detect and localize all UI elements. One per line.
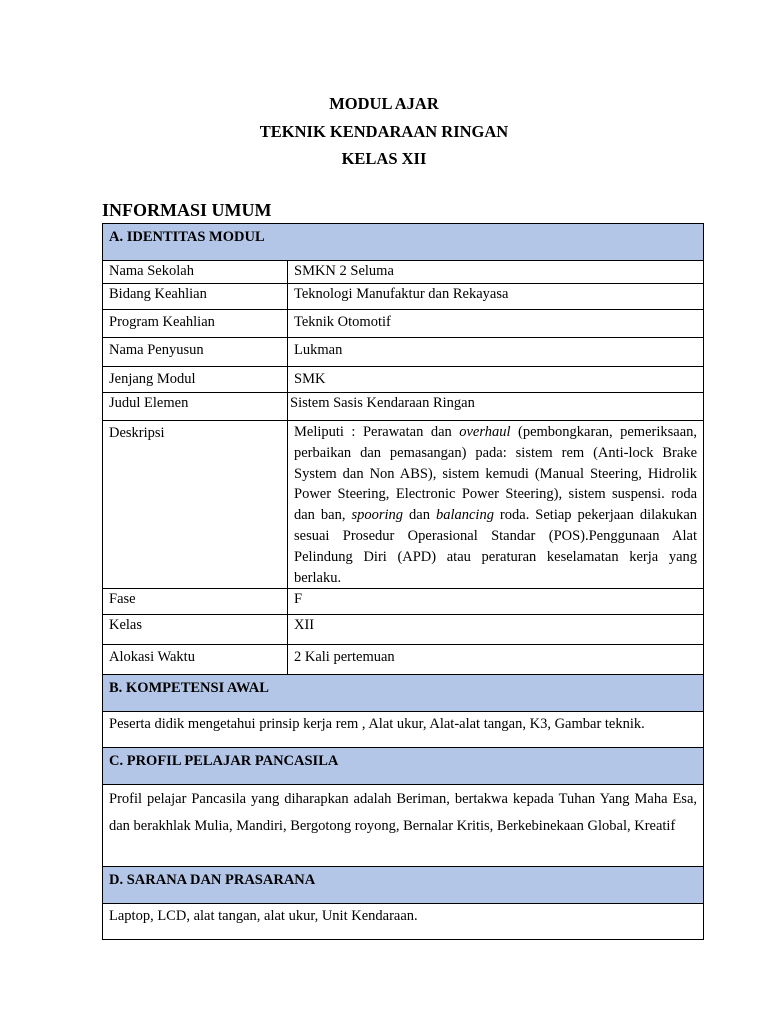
row-label: Kelas [103,615,288,645]
deskripsi-text: roda. Setiap pekerjaan dilakukan sesuai Prosedur Operasional Standar (POS).Penggunaan Alat Pelindung Diri (APD) atau peraturan keselamatan kerja yang berlaku. [294,507,698,586]
row-value: SMK [288,367,704,393]
deskripsi-text: (pembongkaran, pemeriksaan, perbaikan dan pemasangan) pada: sistem rem (Anti-lock Brake System dan Non ABS), sistem kemudi (Manual Steering, Hidrolik Power Steering, Electronic Power Steering), sistem suspensi. roda dan ban, [294,424,698,524]
row-label: Jenjang Modul [103,367,288,393]
table-row [103,712,704,748]
row-value: Teknik Otomotif [288,310,704,338]
row-value: XII [288,615,704,645]
table-row [103,645,704,675]
row-label: Fase [103,589,288,615]
sarana-text: Laptop, LCD, alat tangan, alat ukur, Unit Kendaraan. [103,904,704,940]
table-row [103,261,704,284]
row-value: Sistem Sasis Kendaraan Ringan [288,393,704,421]
sarana-heading-row [103,867,704,904]
table-row [103,785,704,867]
identitas-heading: A. IDENTITAS MODUL [103,224,704,261]
sarana-heading: D. SARANA DAN PRASARANA [103,867,704,904]
deskripsi-value [288,421,704,589]
row-label: Alokasi Waktu [103,645,288,675]
document-title [0,90,768,173]
profil-text: Profil pelajar Pancasila yang diharapkan adalah Beriman, bertakwa kepada Tuhan Yang Maha Esa, dan berakhlak Mulia, Mandiri, Bergotong royong, Bernalar Kritis, Berkebinekaan Global, Kreatif [103,785,704,867]
row-label: Program Keahlian [103,310,288,338]
row-value: F [288,589,704,615]
table-row [103,338,704,367]
section-heading-informasi-umum: INFORMASI UMUM [102,200,272,220]
table-row [103,310,704,338]
identitas-heading-row [103,224,704,261]
row-value: 2 Kali pertemuan [288,645,704,675]
table-row [103,284,704,310]
table-row [103,367,704,393]
row-label: Judul Elemen [103,393,288,421]
kompetensi-heading-row [103,675,704,712]
table-row-deskripsi [103,421,704,589]
kompetensi-heading: B. KOMPETENSI AWAL [103,675,704,712]
informasi-umum-table [102,223,704,940]
row-label: Deskripsi [103,421,288,589]
title-line-2: TEKNIK KENDARAAN RINGAN [259,121,509,141]
table-row [103,589,704,615]
deskripsi-text: Meliputi : Perawatan dan [294,424,460,440]
row-label: Nama Penyusun [103,338,288,367]
row-label: Bidang Keahlian [103,284,288,310]
title-line-3: KELAS XII [341,149,427,168]
deskripsi-text: dan [403,507,436,524]
row-label: Nama Sekolah [103,261,288,284]
table-row [103,393,704,421]
profil-heading-row [103,748,704,785]
row-value: Teknologi Manufaktur dan Rekayasa [288,284,704,310]
deskripsi-italic: balancing [435,507,494,524]
table-row [103,615,704,645]
table-row [103,904,704,940]
row-value: Lukman [288,338,704,367]
deskripsi-italic: overhaul [459,424,511,440]
title-line-1: MODUL AJAR [329,94,439,113]
row-value: SMKN 2 Seluma [288,261,704,284]
deskripsi-italic: spooring [351,507,404,524]
kompetensi-text: Peserta didik mengetahui prinsip kerja rem , Alat ukur, Alat-alat tangan, K3, Gambar teknik. [103,712,704,748]
profil-heading: C. PROFIL PELAJAR PANCASILA [103,748,704,785]
